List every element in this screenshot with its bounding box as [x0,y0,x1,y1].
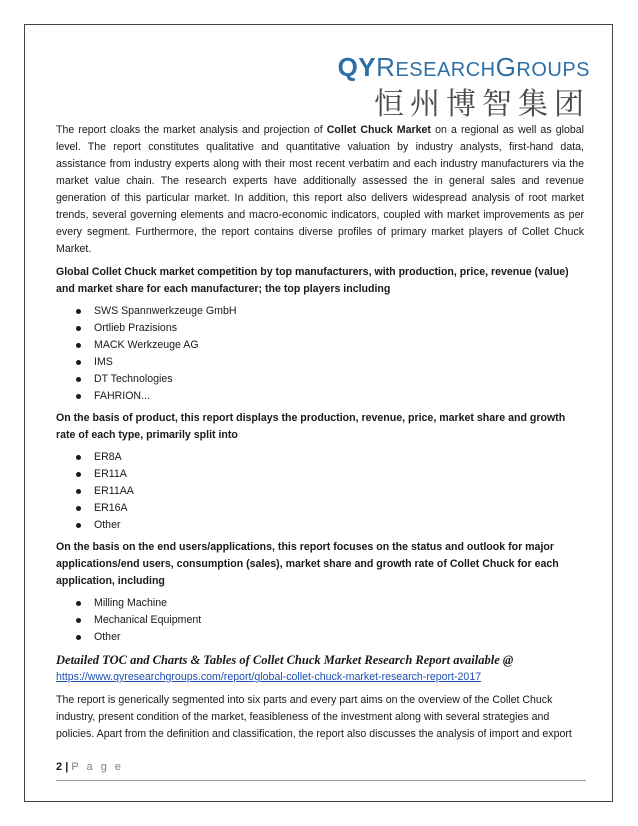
list-item: ER11AA [56,483,584,500]
products-list [56,449,584,534]
list-item: MACK Werkzeuge AG [56,337,584,354]
bullet-icon [76,377,81,382]
intro-paragraph: The report cloaks the market analysis and projection of Collet Chuck Market on a regional as well as global level. The report constitutes qualitative and quantitative valuation by industry analysts, first-hand data, assistance from industry experts along with their most recent verbatim and each industry manufacturers via the market value chain. The research experts have additionally assessed the in general sales and revenue generation of this particular market. In addition, this report also delivers widespread analysis of root market trends, several governing elements and macro-economic indicators, coupled with market improvements as per every segment. Furthermore, the report contains diverse profiles of primary market players of Collet Chuck Market. [56,124,585,255]
list-item: DT Technologies [56,371,584,388]
bullet-icon [76,455,81,460]
bullet-icon [76,394,81,399]
page-footer [56,760,586,774]
market-name: Collet Chuck Market [326,124,431,136]
page-number: 2 [56,761,63,773]
list-item: Milling Machine [56,595,584,612]
bullet-icon [76,635,81,640]
list-item: Ortlieb Prazisions [56,320,584,337]
list-item: FAHRION... [56,388,584,405]
bullet-icon [76,523,81,528]
bullet-icon [76,343,81,348]
applications-list [56,595,584,646]
bullet-icon [76,601,81,606]
list-item: ER16A [56,500,584,517]
closing-paragraph: The report is generically segmented into six parts and every part aims on the overview of the Collet Chuck industry, present condition of the market, feasibleness of the investment along with several strategies and policies. Apart from the definition and classification, the report also discusses the analysis of import and export [56,694,572,740]
manufacturers-list [56,303,584,405]
footer-separator: | [65,761,69,773]
page-label: P a g e [71,761,124,773]
logo-chinese-text: 恒州博智集团 [374,87,590,122]
bullet-icon [76,326,81,331]
toc-heading: Detailed TOC and Charts & Tables of Collet Chuck Market Research Report available @ [56,653,514,667]
list-item: ER11A [56,466,584,483]
bullet-icon [76,618,81,623]
manufacturers-heading: Global Collet Chuck market competition by top manufacturers, with production, price, revenue (value) and market share for each manufacturer; the top players including [56,266,569,295]
list-item: Mechanical Equipment [56,612,584,629]
products-heading: On the basis of product, this report displays the production, revenue, price, market share and growth rate of each type, primarily split into [56,412,566,441]
bullet-icon [76,506,81,511]
applications-heading: On the basis on the end users/applications, this report focuses on the status and outlook for major applications/end users, consumption (sales), market share and growth rate of Collet Chuck for each application, including [56,541,559,587]
logo-latin-text: QYRESEARCHGROUPS [337,52,590,82]
footer-rule [56,780,586,781]
document-body [56,122,584,743]
bullet-icon [76,489,81,494]
list-item: IMS [56,354,584,371]
list-item: ER8A [56,449,584,466]
company-logo [320,52,590,123]
list-item: Other [56,629,584,646]
bullet-icon [76,472,81,477]
bullet-icon [76,309,81,314]
list-item: SWS Spannwerkzeuge GmbH [56,303,584,320]
bullet-icon [76,360,81,365]
report-link[interactable]: https://www.qyresearchgroups.com/report/global-collet-chuck-market-research-report-2017 [56,671,482,683]
list-item: Other [56,517,584,534]
